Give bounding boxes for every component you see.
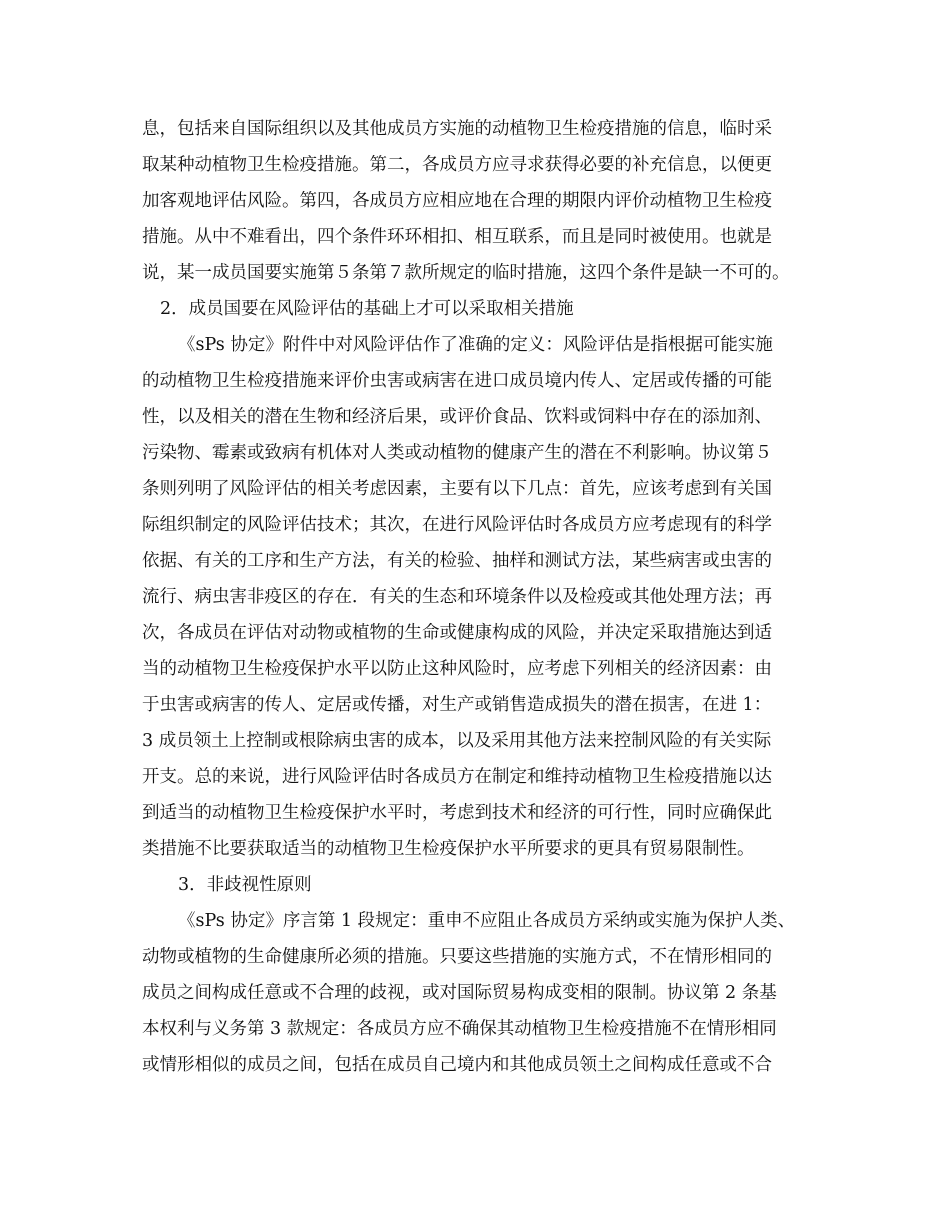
text-line: 《sPs 协定》序言第 1 段规定：重申不应阻止各成员方采纳或实施为保护人类、 xyxy=(178,911,796,931)
text-line: 际组织制定的风险评估技术；其次，在进行风险评估时各成员方应考虑现有的科学 xyxy=(142,515,772,535)
text-line: 到适当的动植物卫生检疫保护水平时，考虑到技术和经济的可行性，同时应确保此 xyxy=(142,803,772,823)
text-line: 取某种动植物卫生检疫措施。第二，各成员方应寻求获得必要的补充信息，以便更 xyxy=(142,155,772,175)
text-line: 本权利与义务第 3 款规定：各成员方应不确保其动植物卫生检疫措施不在情形相同 xyxy=(142,1019,777,1039)
text-line: 类措施不比要获取适当的动植物卫生检疫保护水平所要求的更具有贸易限制性。 xyxy=(142,839,755,859)
text-line: 成员之间构成任意或不合理的歧视，或对国际贸易构成变相的限制。协议第 2 条基 xyxy=(142,983,777,1003)
text-line: 当的动植物卫生检疫保护水平以防止这种风险时，应考虑下列相关的经济因素：由 xyxy=(142,659,772,679)
text-line: 动物或植物的生命健康所必须的措施。只要这些措施的实施方式，不在情形相同的 xyxy=(142,947,772,967)
text-line: 于虫害或病害的传人、定居或传播，对生产或销售造成损失的潜在损害，在进 1： xyxy=(142,695,772,715)
text-line: 开支。总的来说，进行风险评估时各成员方在制定和维持动植物卫生检疫措施以达 xyxy=(142,767,772,787)
text-line: 的动植物卫生检疫措施来评价虫害或病害在进口成员境内传人、定居或传播的可能 xyxy=(142,371,772,391)
section-heading: 2．成员国要在风险评估的基础上才可以采取相关措施 xyxy=(160,299,574,319)
text-line: 说，某一成员国要实施第５条第７款所规定的临时措施，这四个条件是缺一不可的。 xyxy=(142,263,790,283)
text-line: 《sPs 协定》附件中对风险评估作了准确的定义：风险评估是指根据可能实施 xyxy=(178,335,773,355)
text-line: 依据、有关的工序和生产方法，有关的检验、抽样和测试方法，某些病害或虫害的 xyxy=(142,551,772,571)
text-line: 条则列明了风险评估的相关考虑因素，主要有以下几点：首先，应该考虑到有关国 xyxy=(142,479,772,499)
text-line: 加客观地评估风险。第四，各成员方应相应地在合理的期限内评价动植物卫生检疫 xyxy=(142,191,772,211)
text-line: 流行、病虫害非疫区的存在．有关的生态和环境条件以及检疫或其他处理方法；再 xyxy=(142,587,772,607)
text-line: 措施。从中不难看出，四个条件环环相扣、相互联系，而且是同时被使用。也就是 xyxy=(142,227,772,247)
section-heading: 3．非歧视性原则 xyxy=(178,875,312,895)
text-line: 性，以及相关的潜在生物和经济后果，或评价食品、饮料或饲料中存在的添加剂、 xyxy=(142,407,772,427)
text-line: 3 成员领土上控制或根除病虫害的成本，以及采用其他方法来控制风险的有关实际 xyxy=(142,731,772,751)
text-line: 或情形相似的成员之间，包括在成员自己境内和其他成员领土之间构成任意或不合 xyxy=(142,1055,772,1075)
text-line: 息，包括来自国际组织以及其他成员方实施的动植物卫生检疫措施的信息，临时采 xyxy=(142,119,772,139)
text-line: 污染物、霉素或致病有机体对人类或动植物的健康产生的潜在不利影响。协议第５ xyxy=(142,443,772,463)
text-line: 次，各成员在评估对动物或植物的生命或健康构成的风险，并决定采取措施达到适 xyxy=(142,623,772,643)
